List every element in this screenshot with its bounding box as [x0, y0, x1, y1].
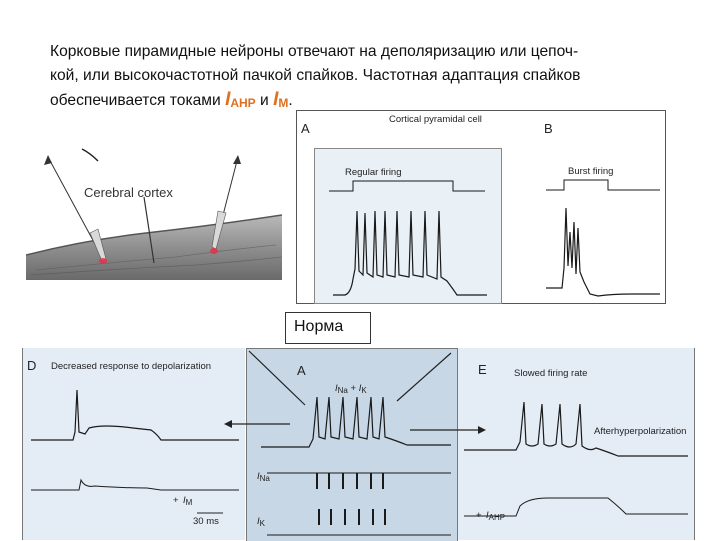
- top-figure: [296, 110, 666, 304]
- panel-a-top-label: $I_{Na} + I_K$: [335, 383, 367, 395]
- current-ahp: IAHP: [225, 89, 256, 110]
- top-figure-title: Cortical pyramidal cell: [389, 114, 482, 125]
- panel-d-caption: Decreased response to depolarization: [51, 361, 212, 372]
- cortex-tissue: [26, 215, 282, 280]
- heading-line-3-text: обеспечивается токами: [50, 92, 226, 109]
- bottom-figure: [22, 348, 694, 540]
- heading-line-1: Корковые пирамидные нейроны отвечают на деполяризацию или цепоч-: [50, 43, 579, 60]
- current-m: IM: [273, 89, 289, 110]
- panel-d-plus: +: [173, 495, 179, 506]
- panel-a-voltage-trace: [261, 397, 451, 447]
- regular-firing-label: Regular firing: [345, 167, 402, 178]
- panel-a-na-label: $I_{Na}$: [257, 471, 270, 483]
- top-panel-a: [314, 148, 502, 304]
- panel-a-k-label: $I_K$: [257, 516, 265, 528]
- cortex-illustration: [26, 145, 282, 280]
- cortex-label: Cerebral cortex: [84, 185, 173, 200]
- regular-firing-trace: [333, 211, 487, 295]
- panel-a-letter: A: [297, 363, 306, 378]
- burst-firing-trace: [546, 208, 660, 296]
- slide-heading: [50, 40, 680, 115]
- top-panel-a-letter: A: [301, 121, 310, 136]
- panel-e-voltage-trace: [464, 402, 688, 456]
- bottom-panel-a: [246, 348, 458, 541]
- panel-e-caption: Slowed firing rate: [514, 368, 588, 379]
- heading-period: .: [288, 92, 293, 109]
- panel-e-current-label: $I_{AHP}$: [486, 510, 506, 522]
- norma-label: Норма: [294, 318, 344, 335]
- heading-line-2: кой, или высокочастотной пачкой спайков. Частотная адаптация спайков: [50, 67, 581, 84]
- heading-conj: и: [255, 92, 274, 109]
- panel-d-letter: D: [27, 358, 37, 373]
- norma-box: [285, 312, 371, 344]
- electrode-tip-left: [99, 258, 107, 264]
- top-panel-b: [542, 148, 664, 302]
- stimulus-step-b: [546, 180, 660, 190]
- bottom-panel-e: [458, 348, 695, 540]
- panel-d-current-label: $I_M$: [183, 495, 193, 507]
- panel-d-current-trace: [31, 480, 239, 490]
- top-panel-b-letter: B: [544, 121, 553, 136]
- panel-d-voltage-trace: [31, 390, 239, 440]
- panel-e-ahp-text: Afterhyperpolarization: [594, 426, 687, 437]
- bottom-panel-d: [22, 348, 245, 540]
- panel-d-scale: 30 ms: [193, 516, 219, 527]
- panel-e-letter: E: [478, 362, 487, 377]
- burst-firing-label: Burst firing: [568, 166, 614, 177]
- electrode-tip-right: [210, 248, 218, 254]
- stimulus-step-a: [329, 181, 485, 191]
- panel-e-plus: +: [476, 510, 482, 521]
- panel-e-current-trace: [464, 498, 688, 516]
